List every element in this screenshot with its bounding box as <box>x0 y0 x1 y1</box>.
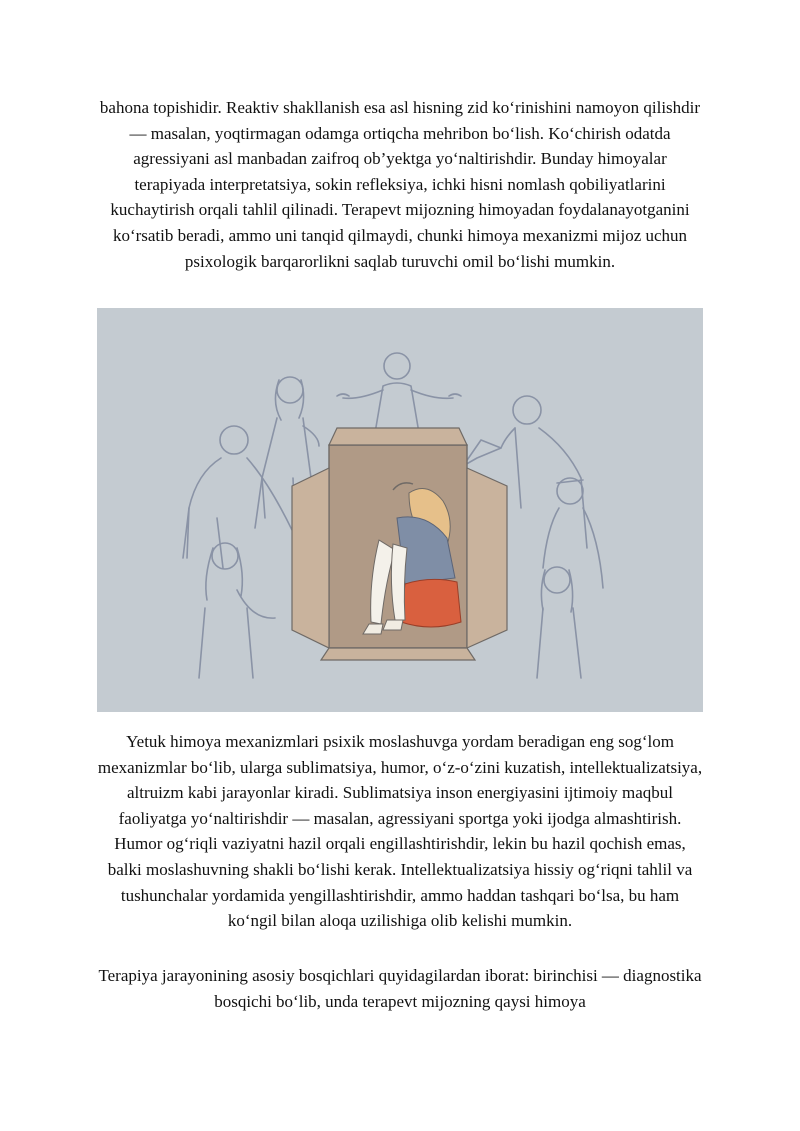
figure-woman-bottom-right <box>537 567 581 678</box>
illustration-woman-in-box <box>97 308 703 712</box>
paragraph-defense-mechanisms: bahona topishidir. Reaktiv shakllanish esa asl hisning zid ko‘rinishini namoyon qilishdir — masalan, yoqtirmagan odamga ortiqcha mehribon bo‘lish. Ko‘chirish odatda agressiyani asl manbadan zaifroq ob’yektga yo‘naltirishdir. Bunday himoyalar terapiyada interpretatsiya, sokin refleksiya, ichki hisni nomlash qobiliyatlarini kuchaytirish orqali tahlil qilinadi. Terapevt mijozning himoyadan foydalanayotganini ko‘rsatib beradi, ammo uni tanqid qilmaydi, chunki himoya mexanizmi mijoz uchun psixologik barqarorlikni saqlab turuvchi omil bo‘lishi mumkin. <box>99 98 701 271</box>
figure-woman-bottom-left <box>199 543 275 678</box>
figure-shrugging-person <box>337 353 461 433</box>
paragraph-therapy-stages: Terapiya jarayonining asosiy bosqichlari quyidagilardan iborat: birinchisi — diagnostika bosqichi bo‘lib, unda terapevt mijozning qaysi himoya <box>98 966 702 1011</box>
figure-man-with-cap <box>543 478 603 588</box>
paragraph-mature-defenses: Yetuk himoya mexanizmlari psixik moslashuvga yordam beradigan eng sog‘lom mexanizmlar bo‘lib, ularga sublimatsiya, humor, o‘z-o‘zini kuzatish, intellektualizatsiya, altruizm kabi jarayonlar kiradi. Sublimatsiya inson energiyasini ijtimoiy maqbul faoliyatga yo‘naltirishdir — masalan, agressiyani sportga yoki ijodga almashtirish. Humor og‘riqli vaziyatni hazil orqali engillashtirishdir, lekin bu hazil qochish emas, balki moslashuvning shakli bo‘lishi kerak. Intellektualizatsiya hissiy og‘riqni tahlil va tushunchalar yordamida yengillashtirishdir, ammo haddan tashqari bo‘lsa, bu ham ko‘ngil bilan aloqa uzilishiga olib kelishi mumkin. <box>97 732 703 931</box>
